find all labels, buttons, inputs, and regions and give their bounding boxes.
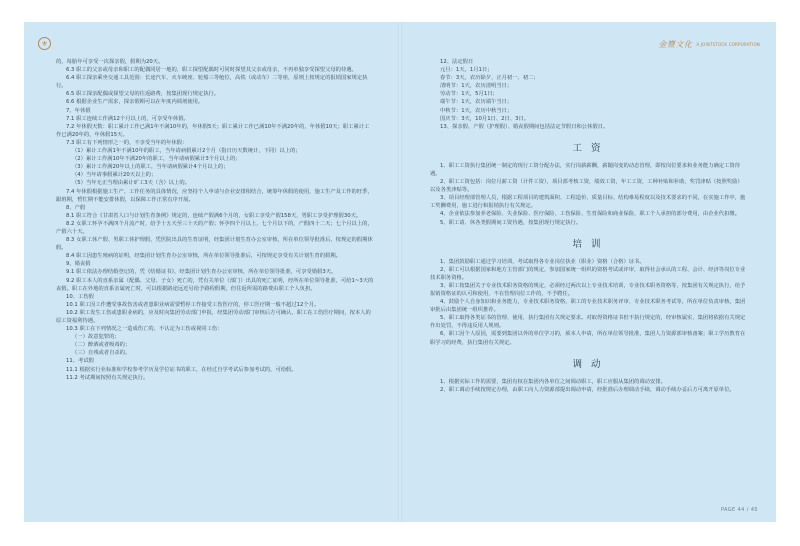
brand-logo-text: 金豐文化 <box>658 40 693 49</box>
left-page <box>24 22 400 522</box>
body-paragraph: 8.4 职工因患生殖病的证明，经集团计划生育办公室审核，所在单位领导批准后，可按规定享受有关计划生育的假期。 <box>66 253 341 260</box>
body-paragraph: 8.1 职工符合《甘肃省人口与计划生育条例》规定的，连续产假满6个月的，女职工享受产假158天，男职工享受护理假30天。 <box>66 212 362 219</box>
body-paragraph: 7、年休假 <box>66 107 91 114</box>
body-paragraph: （三）自残或者自杀的。 <box>72 350 131 357</box>
body-paragraph: 5、职工请、休各类假期间工资待遇，按集团现行规定执行。 <box>440 219 582 226</box>
body-paragraph: 1、根据实际工作的需要，集团有权在集团内各单位之间调动职工，职工应服从集团的调动安排。 <box>440 378 666 385</box>
section-heading: 工 资 <box>572 142 604 154</box>
brand-english-text: A JOINTSTOCK CORPORATION <box>696 42 760 47</box>
body-paragraph: 的，每胎年可享受一次探亲假，假期为20天。 <box>56 59 164 65</box>
body-paragraph: （1）累计工作满1年不满10年的职工，当年请病假累计2个月（指日历天数统计，下同）以上的； <box>72 148 301 155</box>
body-paragraph: 8.2 女职工怀孕不满四个月流产时，给予十五天至三十天的产假；怀孕四个月以上，七个月以下的，产假四十二天；七个月以上的，产假六十天。 <box>56 220 373 235</box>
body-paragraph: 6.3 职工的父亲或母亲和职工的配偶同居一地的，职工探望配偶时可同时探望其父亲或母亲，不再单独享受探望父母的待遇。 <box>66 67 357 74</box>
body-paragraph: 4、鼓励个人自身知识和业务能力，专业技术职务资格，职工的专业技术职务评审、专业技术职务考试等，所在单位负责审核，集团审批后由集团统一组织推荐。 <box>430 299 746 314</box>
body-paragraph: 9、婚丧假 <box>66 261 91 268</box>
body-paragraph: 8、产假 <box>66 204 86 211</box>
body-paragraph: （2）累计工作满10年不满20年的职工，当年请病假累计3个月以上的； <box>72 156 241 163</box>
body-paragraph: 6、职工因个人原因，需要到集团以外的单位学习的，须本人申请，所在单位领导批准，集团人力资源部审核备案；职工学历教育在职学习的经费，执行集团有关规定。 <box>430 331 746 346</box>
body-paragraph: 6.6 根据企业生产需求，探亲假期可以在年度内调剂使用。 <box>66 99 204 106</box>
body-paragraph: （5）当年无正当理由累计旷工3天（含）以上的。 <box>72 180 190 187</box>
body-paragraph: （一）故意犯罪的； <box>72 334 120 341</box>
body-paragraph: 12、法定假日 <box>440 59 474 65</box>
body-paragraph: 10.1 职工因工作遭受事故伤害或者患职业病需要暂停工作接受工伤医疗的，停工医疗期一般不超过12个月。 <box>66 301 320 308</box>
body-paragraph: （二）醉酒或者吸毒的； <box>72 342 131 349</box>
company-logo-icon: ⚜ <box>38 37 51 50</box>
body-paragraph: 国庆节：3天，10月1日、2日、3日。 <box>440 115 530 122</box>
page-number: PAGE 44 / 45 <box>720 507 758 513</box>
section-heading: 培 训 <box>572 238 604 250</box>
body-paragraph: 端午节：1天，农历端午当日； <box>440 99 513 106</box>
body-paragraph: 中秋节：1天，农历中秋当日； <box>440 107 513 114</box>
body-paragraph: 春节：3天，农历除夕、正月初一、初二； <box>440 75 539 82</box>
body-paragraph: 元旦：1天，1月1日； <box>440 67 493 74</box>
section-heading: 调 动 <box>572 358 604 370</box>
body-paragraph: 11、考试假 <box>66 358 94 365</box>
body-paragraph: 7.1 职工连续工作满12个月以上的，可享受年休假。 <box>66 115 189 122</box>
body-paragraph: （4）当年请事假累计20天以上的； <box>72 172 157 179</box>
right-page <box>400 22 776 522</box>
body-paragraph: 4、企业依法参加养老保险、失业保险、医疗保险、工伤保险、生育保险和商业保险，职工个人承担的部分费用，由企业代扣缴。 <box>440 211 740 218</box>
body-paragraph: 10、工伤假 <box>66 293 94 300</box>
body-paragraph: 2、职工调动手续按规定办理，由职工向人力资源部提出调动申请，经批准后办理调动手续，调动手续办妥后方可离开原单位。 <box>440 386 735 393</box>
body-paragraph: （3）累计工作满20年以上的职工，当年请病假累计4个月以上的； <box>72 164 229 171</box>
left-text-column <box>56 58 374 382</box>
body-paragraph: 1、集团鼓励职工通过学习培训，考试取得各专业岗位执业（职业）资格（合格）证书。 <box>440 258 645 265</box>
body-paragraph: 11.1 根据实行业标准和学校参考学历及学位证书的职工，在经过自学考试后参加考试的，可给假。 <box>66 366 297 373</box>
body-paragraph: 劳动节：1天，5月1日； <box>440 91 498 98</box>
body-paragraph: 7.4 年休假根据施工生产、工作任务的具体情况，应坚持个人申请与企业安排相结合，统筹年休假的使用，施工生产及工作的旺季，跟班期，暂忙期不能安排休假，以保障工作正常有序开展。 <box>56 188 373 203</box>
body-paragraph: 13、探亲假、产假（护理假）、婚丧假期间包括法定节假日和公休假日。 <box>440 123 609 130</box>
body-paragraph: 7.3 职工有下列情形之一的，不享受当年的年休假： <box>66 139 188 146</box>
body-paragraph: 9.1 职工依法办理结婚登记的，凭《结婚证书》，经集团计划生育办公室审核，所在单位领导批准，可享受婚假3天。 <box>66 269 337 276</box>
body-paragraph: 清明节：1天，农历清明当日； <box>440 83 513 90</box>
book-spread <box>24 22 776 522</box>
body-paragraph: 2、职工工资包括：岗位月薪工资（计件工资），项目部考核工资，绩效工资，年工工资，工种补贴和补助，奖罚津贴（按照奖励）以及各类津贴等。 <box>430 179 743 194</box>
body-paragraph: 11.2 考试期间按照有关规定执行。 <box>66 374 149 381</box>
body-paragraph: 5、职工取得各类证书的管理、使用，执行集团有关规定要求。对取得资格证书但不执行规定的，经审核属实，集团将依据有关规定作出处罚，不得违反用人规则。 <box>430 315 746 330</box>
body-paragraph: 7.2 年休假天数：职工累计工作已满1年不满10年的，年休假5天；职工累计工作已满10年不满20年的，年休假10天；职工累计工作已满20年的，年休假15天。 <box>56 123 370 138</box>
right-text-column <box>430 58 746 394</box>
body-paragraph: 10.2 职工发生工伤或患职业病的，应及时向集团劳动部门申报，经集团劳动部门审核后方可确认，职工在工伤医疗期间，按本人的原工资福利待遇。 <box>56 309 371 324</box>
body-paragraph: 1、职工工资执行集团统一制定的现行工资分配办法，实行岗薪薪酬，薪随岗变的动态管理，即按岗位要求和业务能力确定工资待遇。 <box>430 162 740 177</box>
brand-header <box>658 39 760 50</box>
body-paragraph: 6.5 职工探亲配偶或探望父母的往返路费，按集团现行规定执行。 <box>66 91 220 98</box>
body-paragraph: 2、职工可以根据国家和地方主管部门的规定，参加国家统一组织的资格考试或评审，取得社会承认的工程、会计、经济等岗位专业技术职务资格。 <box>430 266 746 281</box>
body-paragraph: 3、职工按集团关于专业技术职务资格的规定，必须经过两次以上专业技术培训，专业技术职务资格等，按集团有关规定执行，给予报销资格证的认可和使用，不在管理岗位工作的，不予聘任。 <box>430 282 746 297</box>
body-paragraph: 3、项目经理部管理人员，根据工程项目的建筑面积、工程造价、质量目标、结构难易程度以及技术要求的不同，在实施工作中，施工奖酬费用，施工进行和报销执行有关规定。 <box>430 195 746 210</box>
body-paragraph: 6.4 职工探亲乘坐交通工具范围：长途汽车、火车硬座、轮船三等舱位，高铁（或动车）二等座，原则上按规定的报销国家规定执行。 <box>56 75 368 90</box>
body-paragraph: 10.3 职工在下列情况之一造成伤亡的，不认定为工伤或视同工伤： <box>66 326 223 333</box>
body-paragraph: 9.2 职工本人的直系亲属（配偶、父母、子女）死亡的，凭有关单位（部门）出具的死亡证明，经所在单位领导批准，可给1~3天的丧假。职工在外地的直系亲属死亡时，可以根据路途远近另给予路程假期，但往返所需的路费由职工个人负担。 <box>56 277 374 292</box>
body-paragraph: 8.3 女职工休产假、男职工休护理假，凭医院出具的生育证明，经集团计划生育办公室审核，所在单位领导批准后，按规定的假期休假。 <box>56 237 373 252</box>
